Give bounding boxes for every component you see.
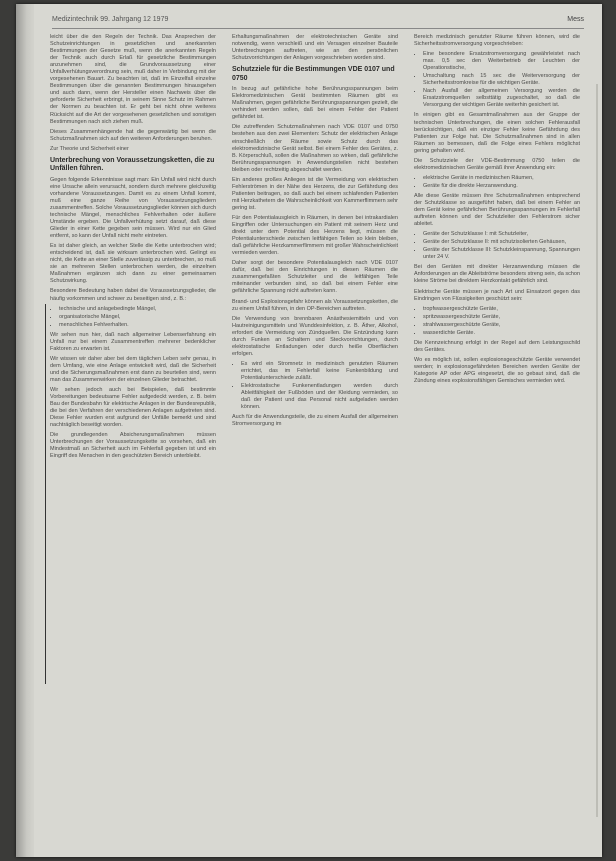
paragraph: Besondere Bedeutung haben dabei die Voraussetzungsglieder, die häufig vorkommen und schwer zu beseitigen sind, z. B.:: [50, 288, 216, 302]
paragraph: Für den Potentialausgleich in Räumen, in denen bei intrakardialen Eingriffen oder Untersuchungen ein Patient mit seinem Herz und direkt unter dem Potential des Herzens liegt, müssen die Potentialunterschiede zwischen leitfähigen Teilen so klein bleiben, daß gefährliche Herzkammerflimmern mit großer Wahrscheinlichkeit vermieden werden.: [232, 214, 398, 257]
list-item: • Es wird ein Stromnetz in medizinisch genutzten Räumen errichtet, das im Fehlerfall keine Funkenbildung und Potentialunterschiede zuläßt.: [241, 361, 398, 382]
paragraph: Alle diese Geräte müssen ihre Schutzmaßnahmen entsprechend der Schutzklasse so ausgeführt haben, daß bei einem Fehler an dem Gerät keine gefährlichen Berührungsspannungen im Fehlerfall auftreten können und der Schutzleiter den Fehlerstrom sicher ableitet.: [414, 192, 580, 228]
list-item: • elektrische Geräte in medizinischen Räumen,: [423, 175, 580, 182]
list-item: • strahlwassergeschützte Geräte,: [423, 322, 580, 329]
bullet-list: [414, 175, 580, 190]
paragraph: Elektrische Geräte müssen je nach Art und Einsatzort gegen das Eindringen von Flüssigkeiten geschützt sein:: [414, 288, 580, 302]
list-item: • Umschaltung nach 15 sec die Weiterversorgung der Sicherheitsstromkreise für die wichtigen Geräte.: [423, 73, 580, 87]
paragraph: Gegen folgende Erkenntnisse sagt man: Ein Unfall wird nicht durch eine Ursache allein verursacht, sondern durch mehrere gleichzeitig vorhandene Voraussetzungen. Damit es zu einem Unfall kommt, muß eine ganze Reihe von Voraussetzungsgliedern zusammentreffen. Solche Voraussetzungsglieder können sich durch technische Mängel, menschliches Fehlverhalten oder äußere Umstände ergeben. Die Unfallverhütung setzt darauf, daß diese Glieder in einer Kette gegeben sein müssen. Wird nur ein Glied entfernt, so kann der Unfall nicht mehr eintreten.: [50, 176, 216, 240]
text-column-1: [50, 34, 216, 463]
list-item: • organisatorische Mängel,: [59, 314, 216, 321]
section-heading: Schutzziele für die Bestimmungen VDE 0107 und 0750: [232, 66, 395, 82]
paragraph: Ein anderes großes Anliegen ist die Vermeidung von elektrischen Fehlerströmen in der Nähe des Herzens, die zur Gefährdung des Patienten beitragen, so daß auch bei einem schlafenden Patienten mit Herzkathetern die Wahrscheinlichkeit von Kammerflimmern sehr gering ist.: [232, 176, 398, 211]
text-column-3: [414, 34, 580, 388]
paragraph: Die zutreffenden Schutzmaßnahmen nach VDE 0107 und 0750 bestehen aus den zwei Elementen: Schutz der elektrischen Anlage einschließlich der Räume sowie Schutz durch das elektromedizinische Gerät selbst. Bei einem Fehler des Gerätes, z. B. Körperschluß, sollen die Maßnahmen so wirken, daß gefährliche Berührungsspannungen in Anwendungsteilen nicht bestehen bleiben oder rechtzeitig abgeschaltet werden.: [232, 124, 398, 173]
list-item: • technische und anlagebedingte Mängel,: [59, 306, 216, 313]
list-item: • Elektrostatische Funkenentladungen werden durch Ableitfähigkeit der Fußböden und der Kleidung vermieden, so daß der Patient und das Personal nicht aufgeladen werden können.: [241, 383, 398, 411]
paragraph: Dieses Zusammenhängende hat die gegenwärtig bei wenn die Schutzmaßnahmen sich auf den weiteren Anforderungen beruhen.: [50, 128, 216, 142]
list-item: • menschliches Fehlverhalten.: [59, 322, 216, 329]
paragraph: Brand- und Explosionsgefahr können als Voraussetzungsketten, die zu einem Unfall führen, in den OP-Bereichen auftreten.: [232, 298, 398, 312]
list-item: • wasserdichte Geräte.: [423, 330, 580, 337]
margin-mark: [45, 304, 46, 684]
paragraph: Es ist daher gleich, an welcher Stelle die Kette unterbrochen wird; entscheidend ist, daß sie wirksam unterbrochen wird. Gelingt es nicht, die Kette an einer Stelle zuverlässig zu unterbrechen, so muß sie an mehreren Stellen unterbrochen werden, die einzelnen Maßnahmen ergänzen sich dann zu einer gemeinsamen Schutzwirkung.: [50, 243, 216, 285]
journal-line: Medizintechnik 99. Jahrgang 12 1979: [52, 16, 169, 23]
page-number: Mess: [567, 16, 584, 23]
paragraph: Bei den Geräten mit direkter Herzanwendung müssen die Anforderungen an die Ableitströme besonders streng sein, da schon kleine Ströme bei direktem Herzkontakt gefährlich sind.: [414, 264, 580, 285]
paragraph: Auch für die Anwendungsteile, die zu einem Ausfall der allgemeinen Stromversorgung im: [232, 414, 398, 428]
paragraph: Erhaltungsmaßnahmen der elektrotechnischen Geräte sind notwendig, wenn verschleiß und ein Versagen einzelner Bauteile Unterbrechungen auftreten, wie an den persönlichen Schutzvorrichtungen der Anlagen vorgeschrieben worden sind.: [232, 34, 398, 62]
list-item: • Geräte der Schutzklasse III: Schutzkleinspannung, Spannungen unter 24 V.: [423, 247, 580, 261]
binding-shadow: [16, 4, 34, 857]
paragraph: In bezug auf gefährliche hohe Berührungsspannungen beim Elektromedizinischen Gerät bestimmten Räumen gibt es Maßnahmen, gegen gefährliche Berührungsspannungen gezielt, die verhindert werden sollen, daß bei einem Fehler der Patient gefährdet ist.: [232, 86, 398, 121]
list-item: • Geräte für die direkte Herzanwendung.: [423, 183, 580, 190]
section-heading: Unterbrechung von Voraussetzungsketten, die zu Unfällen führen.: [50, 156, 215, 173]
list-item: • spritzwassergeschützte Geräte,: [423, 314, 580, 321]
document-page: [16, 4, 602, 857]
list-item: • Geräte der Schutzklasse I: mit Schutzleiter,: [423, 231, 580, 238]
paragraph: Wo es möglich ist, sollen explosionsgeschützte Geräte verwendet werden; in explosionsgefährdeten Bereichen werden Geräte der Kategorie AP oder APG eingesetzt, die so gebaut sind, daß die Zündung eines explosionsfähigen Gemisches vermieden wird.: [414, 356, 580, 385]
bullet-list: [414, 231, 580, 261]
paragraph: Wir wissen wir daher aber bei dem täglichen Leben sehr genau, in dem Umfang, wie eine Anlage entwickelt wird, daß die Sicherheit und die Sicherungsmaßnahmen erst dann zu beurteilen sind, wenn man das Zusammenwirken der einzelnen Glieder betrachtet.: [50, 355, 216, 383]
page-header: [52, 16, 584, 30]
paragraph: Die Kennzeichnung erfolgt in der Regel auf dem Leistungsschild des Gerätes.: [414, 339, 580, 353]
bullet-list: [414, 51, 580, 109]
header-rule: [52, 28, 584, 29]
paragraph: Wir sehen nun hier, daß nach allgemeiner Lebenserfahrung ein Unfall nur bei einem Zusammentreffen mehrerer bedenklicher Faktoren zu erwarten ist.: [50, 331, 216, 352]
list-item: • Geräte der Schutzklasse II: mit schutzisolierten Gehäusen,: [423, 239, 580, 246]
page-edge: [596, 84, 598, 817]
list-item: • Eine besondere Ersatzstromversorgung gewährleistet nach max. 0,5 sec den Weiterbetrieb der Leuchten der Operationstische,: [423, 51, 580, 72]
paragraph: Die Verwendung von brennbaren Anästhesiemitteln und von Hautreinigungsmitteln und Wunddesinfektion, z. B. Äther, Alkohol, erfordert die Vermeidung von Zündquellen. Die Entzündung kann durch Funken an Schaltern und Steckvorrichtungen, durch elektrostatische Entladungen oder durch heiße Oberflächen erfolgen.: [232, 315, 398, 357]
list-item: • Nach Ausfall der allgemeinen Versorgung werden die Ersatzstromquellen selbsttätig zugeschaltet, so daß die Versorgung der wichtigen Geräte weiterhin gesichert ist.: [423, 88, 580, 109]
paragraph: Die Schutzziele der VDE-Bestimmung 0750 teilen die elektromedizinischen Geräte gemäß ihrer Anwendung ein:: [414, 157, 580, 171]
bullet-list: [414, 306, 580, 337]
bullet-list: [232, 361, 398, 411]
paragraph: Bereich medizinisch genutzter Räume führen können, wird die Sicherheitsstromversorgung vorgeschrieben:: [414, 34, 580, 48]
paragraph: In einigen gibt es Gesamtmaßnahmen aus der Gruppe der technischen Unterbrechungen, die einen solchen Fehlerausfall berücksichtigen, daß ein einziger Fehler keine Gefährdung des Patienten zur Folge hat. Die Schutzmaßnahmen sind in allen Räumen so bemessen, daß die Folge eines Fehlers möglichst gering gehalten wird.: [414, 112, 580, 154]
paragraph: Die grundlegenden Absicherungsmaßnahmen müssen Unterbrechungen der Voraussetzungskette so vorsehen, daß ein Mindestmaß an Sicherheit auch im Fehlerfall gegeben ist und ein Eingriff des Menschen in den geschützten Bereich unterbleibt.: [50, 432, 216, 460]
paragraph: leicht über die den Regeln der Technik. Das Ansprechen der Schutzeinrichtungen in gesetzlichen und anerkannten Bestimmungen der Gesetze muß, wenn die anerkannten Regeln der Technik auch durch Erlaß für gesetzliche Bestimmungen anzunehmen sind, die Grundvoraussetzung einer Unfallverhütungsverordnung sein, muß daher in Verbindung mit der vorgesehenen Bauart. Zu beachten ist, daß im Einzelfall einzelne Bestimmungen über die genannten Bestimmungen hinausgehen und auch dann, wenn der Hersteller einen Nachweis über die geforderte Sicherheit erbringt, in seinem Sinne Schutz im Rahmen der Normen zu beachten ist. Er geht bei nicht ohne weiteres Rücksicht auf die Art der vorgesehenen gesetzlichen und sonstigen Bestimmungen nach sich ziehen muß.: [50, 34, 216, 125]
paragraph: Wir sehen jedoch auch bei Beispielen, daß bestimmte Vorbereitungen bedeutsame Fehler aufgedeckt werden, z. B. beim Bau der Bundesbahn für elektrische Anlagen in der Bundesrepublik, die bei den Verfahren der verschiedenen Anlagen aufgetreten sind. Diese Fehler wurden erst aufgrund der Unfälle bemerkt und sind nachträglich beseitigt worden.: [50, 387, 216, 429]
bullet-list: [50, 306, 216, 329]
paragraph: Daher sorgt der besondere Potentialausgleich nach VDE 0107 dafür, daß bei den Einrichtungen in diesen Räumen die zusammengefaßten Schutzleiter und die leitfähigen Teile miteinander verbunden sind, so daß bei einem Fehler eine gefährliche Spannung nicht auftreten kann.: [232, 260, 398, 295]
text-column-2: [232, 34, 398, 431]
list-item: • tropfwassergeschützte Geräte,: [423, 306, 580, 313]
paragraph: Zur Theorie und Sicherheit einer: [50, 145, 129, 152]
